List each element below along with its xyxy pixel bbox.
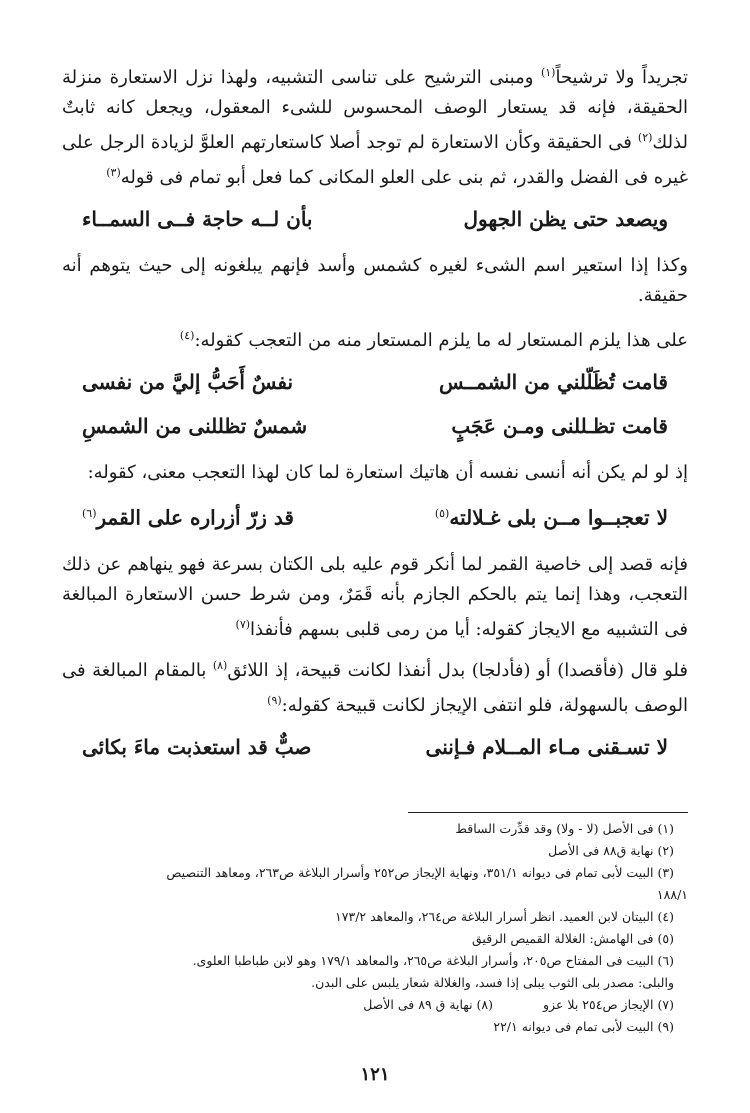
footnotes xyxy=(62,818,688,1038)
footnote-ref-4: (٤) xyxy=(179,329,195,342)
verse-5-first-hemistich: لا تسـقنى مـاء المــلام فـإننى xyxy=(425,734,668,759)
verse-4-first-hemistich xyxy=(435,494,668,538)
verse-1 xyxy=(62,199,688,239)
text-run: على هذا يلزم المستعار له ما يلزم المستعار منه من التعجب كقوله: xyxy=(194,330,688,351)
footnote-6: (٦) البيت فى المفتاح ص٢٠٥، وأسرار البلاغة ص٢٦٥، والمعاهد ١٧٩/١ وهو لابن طباطبا العلوى. xyxy=(192,953,674,968)
footnote-3-continuation: ١٨٨/١ xyxy=(656,887,688,902)
verse-3-first-hemistich: قامت تظـللنى ومـن عَجَبٍ xyxy=(451,414,668,438)
footnote-ref-6: (٦) xyxy=(82,507,97,520)
verse-4 xyxy=(62,494,688,538)
footnote-7: (٧) الإيجاز ص٢٥٤ بلا عزو xyxy=(543,997,674,1012)
footnote-5: (٥) فى الهامش: الغلالة القميص الرقيق xyxy=(472,931,674,946)
verse-3 xyxy=(62,406,688,446)
text-run: فإنه قصد إلى خاصية القمر لما أنكر قوم عليه بلى الكتان بسرعة فهو ينهاهم عن ذلك التعجب، وهذا إنما يتم بالحكم الجازم بأنه قَمَرٌ، ومن شرط حسن الاستعارة المبالغة فى التشبيه مع الايجاز كقوله: أيا من رمى قلبى بسهم فأنفذا xyxy=(62,553,688,640)
footnote-ref-2: (٢) xyxy=(637,131,653,144)
footnote-ref-3: (٣) xyxy=(106,166,121,179)
footnote-ref-9: (٩) xyxy=(267,693,282,707)
footnote-6-continuation: والبلى: مصدر بلى الثوب يبلى إذا فسد، والغلالة شعار يلبس على البدن. xyxy=(311,975,674,990)
verse-1-second-hemistich: بأن لــه حاجة فــى السمــاء xyxy=(82,207,313,231)
paragraph-5 xyxy=(62,550,688,645)
paragraph-4: إذ لو لم يكن أنه أنسى نفسه أن هاتيك استعارة لما كان لهذا التعجب معنى، كقوله: xyxy=(87,462,688,483)
paragraph-1 xyxy=(62,58,688,193)
text-run: لا تعجبــوا مــن بلى غـلالته xyxy=(449,505,668,530)
verse-1-first-hemistich: ويصعد حتى يظن الجهول xyxy=(463,207,668,231)
verse-2-second-hemistich: نفسٌ أَحَبُّ إليَّ من نفسى xyxy=(82,370,294,394)
verse-5-second-hemistich: صبٌّ قد استعذبت ماءَ بكائى xyxy=(82,734,312,759)
text-run: فلو قال (فأقصدا) أو (فأدلجا) بدل أنفذا لكانت قبيحة، إذ اللائق xyxy=(227,659,688,681)
footnote-8: (٨) نهاية ق ٨٩ فى الأصل xyxy=(363,997,494,1012)
footnote-4: (٤) البيتان لابن العميد. انظر أسرار البلاغة ص٢٦٤، والمعاهد ١٧٣/٢ xyxy=(335,909,674,924)
footnote-ref-8: (٨) xyxy=(212,658,228,672)
footnote-2: (٢) نهاية ق٨٨ فى الأصل xyxy=(548,843,674,858)
text-run: تجريداً ولا ترشيحاً xyxy=(555,67,689,88)
verse-2 xyxy=(62,362,688,402)
paragraph-2: وكذا إذا استعير اسم الشىء لغيره كشمس وأسد فإنهم يبلغونه إلى حيث يتوهم أنه حقيقة. xyxy=(62,255,688,306)
page-number: ١٢١ xyxy=(360,1064,390,1085)
text-run: فى الحقيقة وكأن الاستعارة لم توجد أصلا كاستعارتهم العلوَّ لزيادة الرجل على غيره فى الفضل والقدر، ثم بنى على العلو المكانى كما فعل أبو تمام فى قوله xyxy=(62,132,688,188)
footnote-separator xyxy=(408,812,688,813)
footnote-ref-7: (٧) xyxy=(235,617,251,631)
text-run: ومبنى الترشيح على تناسى التشبيه، ولهذا نزل الاستعارة منزلة الحقيقة، فإنه قد يستعار الوصف المحسوس للشىء المعقول، ويجعل كانه ثابتٌ لذلك xyxy=(62,67,688,153)
footnote-9: (٩) البيت لأبى تمام فى ديوانه ٢٢/١ xyxy=(493,1019,674,1034)
verse-4-second-hemistich xyxy=(82,494,294,538)
verse-2-first-hemistich: قامت تُظَلّلني من الشمــس xyxy=(438,370,668,394)
footnote-ref-5: (٥) xyxy=(434,507,450,520)
footnote-3: (٣) البيت لأبى تمام فى ديوانه ٣٥١/١، ونهاية الإيجاز ص٢٥٢ وأسرار البلاغة ص٢٦٣، ومعاهد التنصيص xyxy=(166,865,674,880)
verse-3-second-hemistich: شمسٌ تظللنى من الشمسِ xyxy=(82,414,308,438)
main-text xyxy=(62,58,688,779)
footnote-row-7-8 xyxy=(62,994,688,1016)
verse-5 xyxy=(62,727,688,767)
text-run: قد زرّ أزراره على القمر xyxy=(96,505,294,530)
paragraph-6 xyxy=(62,651,688,721)
footnote-1: (١) فى الأصل (لا - ولا) وقد قدِّرت الساقط xyxy=(455,821,674,836)
paragraph-3 xyxy=(62,321,688,356)
text-run: بالمقام المبالغة فى الوصف بالسهولة، فلو انتفى الإيجاز لكانت قبيحة كقوله: xyxy=(62,659,688,716)
footnote-ref-1: (١) xyxy=(540,66,556,79)
